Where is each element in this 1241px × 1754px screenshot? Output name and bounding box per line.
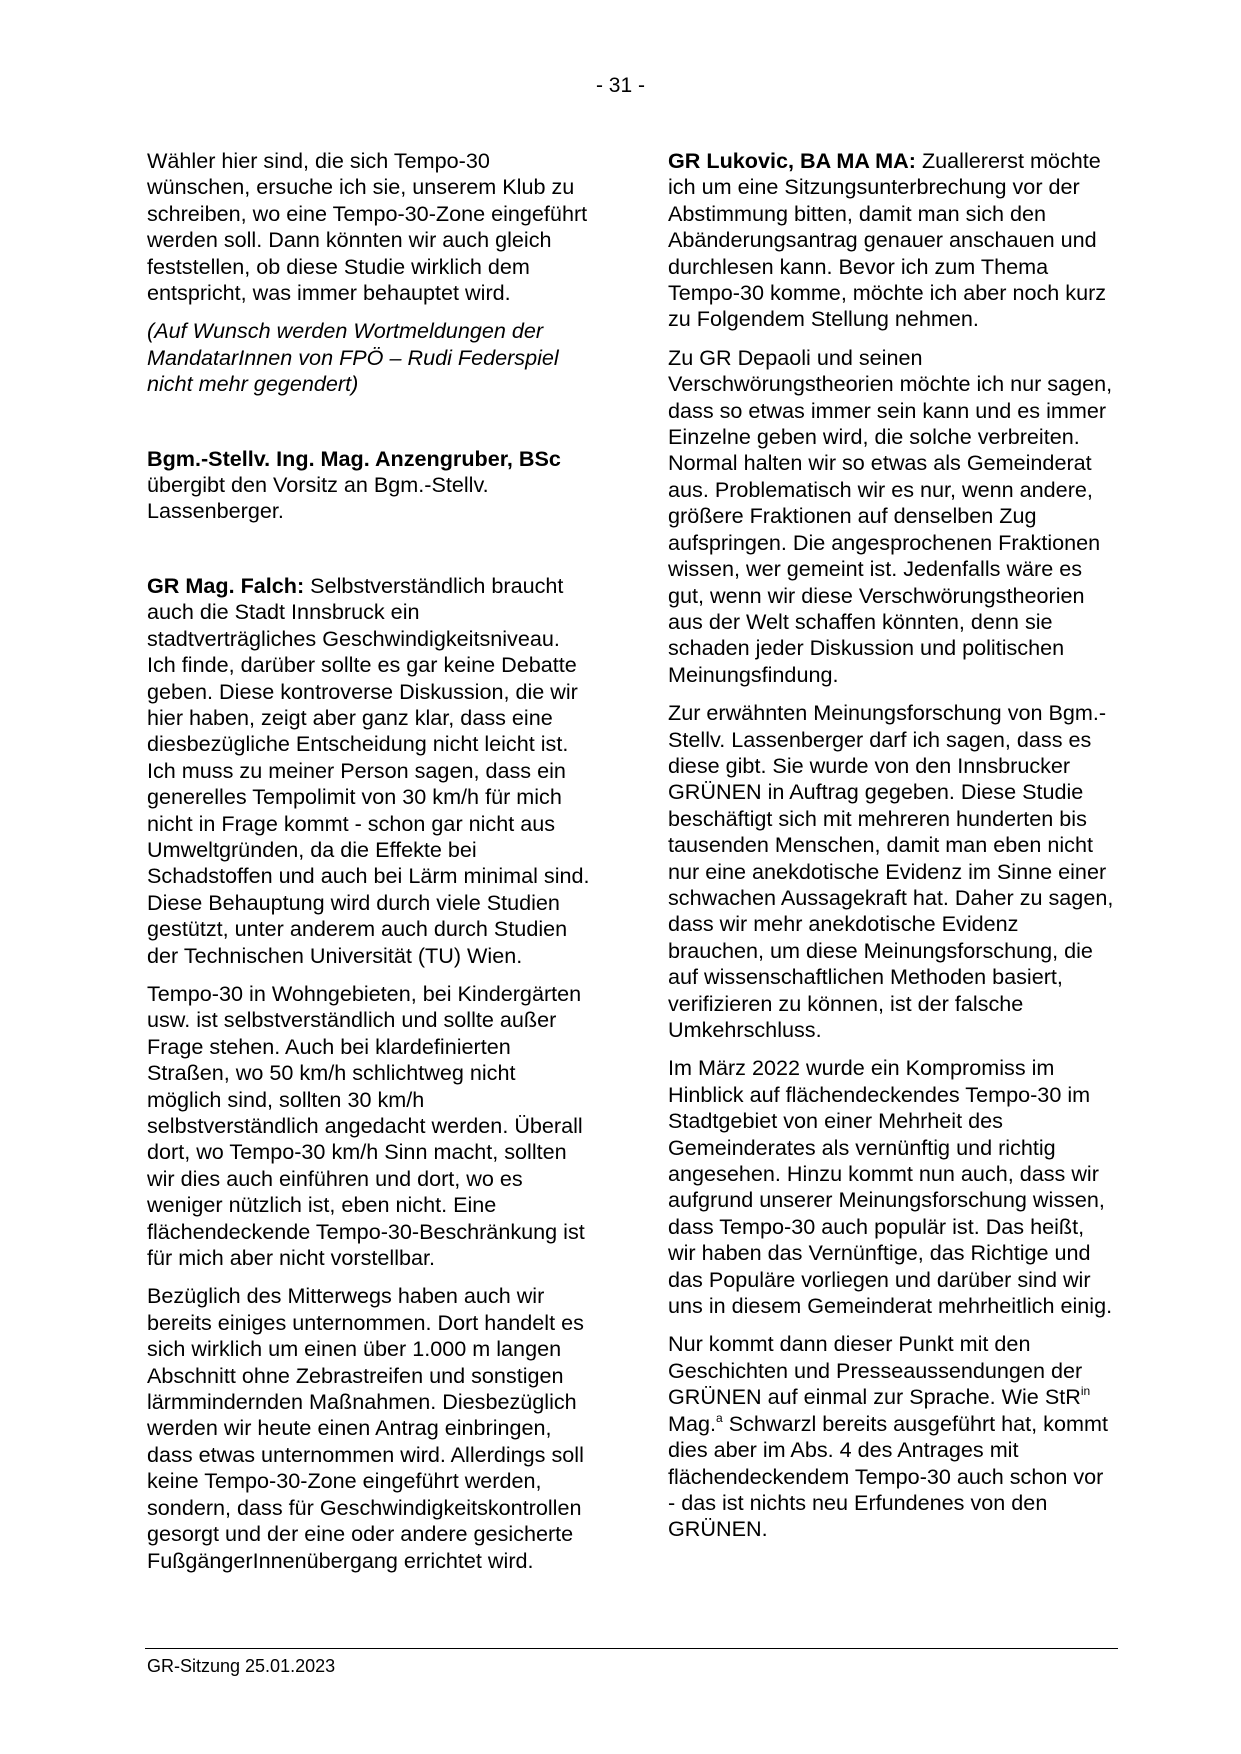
speech-text: Nur kommt dann dieser Punkt mit den Geschichten und Presseaussendungen der GRÜNEN auf einmal zur Sprache. Wie StR [668, 1331, 1083, 1410]
footer-session-date: GR-Sitzung 25.01.2023 [147, 1656, 336, 1676]
left-column [147, 148, 593, 1586]
chair-handover-text: übergibt den Vorsitz an Bgm.-Stellv. Lassenberger. [147, 472, 489, 524]
speech-text: Selbstverständlich braucht auch die Stadt Innsbruck ein stadtverträgliches Geschwindigkeitsniveau. Ich finde, darüber sollte es gar keine Debatte geben. Diese kontroverse Diskussion, die wir hier haben, zeigt aber ganz klar, dass eine diesbezügliche Entscheidung nicht leicht ist. Ich muss zu meiner Person sagen, dass ein generelles Tempolimit von 30 km/h für mich nicht in Frage kommt - schon gar nicht aus Umweltgründen, da die Effekte bei Schadstoffen und auch bei Lärm minimal sind. Diese Behauptung wird durch viele Studien gestützt, unter anderem auch durch Studien der Technischen Universität (TU) Wien. [147, 572, 590, 968]
speech-text: Zuallererst möchte ich um eine Sitzungsunterbrechung vor der Abstimmung bitten, damit man sich den Abänderungsantrag genauer anschauen und durchlesen kann. Bevor ich zum Thema Tempo-30 komme, möchte ich aber noch kurz zu Folgendem Stellung nehmen. [668, 148, 1107, 332]
superscript: in [1080, 1384, 1091, 1399]
paragraph-continuation: Wähler hier sind, die sich Tempo-30 wünschen, ersuche ich sie, unserem Klub zu schreiben, wo eine Tempo-30-Zone eingeführt werden soll. Dann könnten wir auch gleich feststellen, ob diese Studie wirklich dem entspricht, was immer behauptet wird. [147, 148, 588, 306]
speech-paragraph: Zur erwähnten Meinungsforschung von Bgm.-Stellv. Lassenberger darf ich sagen, dass es diese gibt. Sie wurde von den Innsbrucker GRÜNEN in Auftrag gegeben. Diese Studie beschäftigt sich mit mehreren hunderten bis tausenden Menschen, damit man eben nicht nur eine anekdotische Evidenz im Sinne einer schwachen Aussagekraft hat. Daher zu sagen, dass wir mehr anekdotische Evidenz brauchen, um diese Meinungsforschung, die auf wissenschaftlichen Methoden basiert, verifizieren zu können, ist der falsche Umkehrschluss. [668, 700, 1114, 1042]
right-column [668, 148, 1114, 1555]
superscript: a [716, 1410, 723, 1425]
footer-divider [145, 1648, 1118, 1649]
speech-text: Mag. [668, 1410, 717, 1436]
speech-paragraph: Tempo-30 in Wohngebieten, bei Kindergärten usw. ist selbstverständlich und sollte außer Frage stehen. Auch bei klardefinierten Straßen, wo 50 km/h schlichtweg nicht möglich sind, sollten 30 km/h selbstverständlich angedacht werden. Überall dort, wo Tempo-30 km/h Sinn macht, sollten wir dies auch einführen und dort, wo es weniger nützlich ist, eben nicht. Eine flächendeckende Tempo-30-Beschränkung ist für mich aber nicht vorstellbar. [147, 980, 585, 1271]
chair-handover [147, 446, 593, 525]
speech-paragraph [668, 1331, 1114, 1542]
page-number: - 31 - [595, 74, 645, 97]
speech-paragraph [668, 148, 1114, 333]
speech-text: Schwarzl bereits ausgeführt hat, kommt dies aber im Abs. 4 des Antrages mit flächendeckendem Tempo-30 auch schon vor - das ist nichts neu Erfundenes von den GRÜNEN. [668, 1410, 1108, 1542]
speech-paragraph [147, 573, 593, 969]
speaker-name: GR Mag. Falch: [147, 572, 305, 598]
speech-paragraph: Im März 2022 wurde ein Kompromiss im Hinblick auf flächendeckendes Tempo-30 im Stadtgebiet von einer Mehrheit des Gemeinderates als vernünftig und richtig angesehen. Hinzu kommt nun auch, dass wir aufgrund unserer Meinungsforschung wissen, dass Tempo-30 auch populär ist. Das heißt, wir haben das Vernünftige, das Richtige und das Populäre vorliegen und darüber sind wir uns in diesem Gemeinderat mehrheitlich einig. [668, 1055, 1113, 1319]
speaker-name: Bgm.-Stellv. Ing. Mag. Anzengruber, BSc [147, 445, 561, 471]
speaker-name: GR Lukovic, BA MA MA: [668, 148, 916, 173]
speech-paragraph: Zu GR Depaoli und seinen Verschwörungstheorien möchte ich nur sagen, dass so etwas immer sein kann und es immer Einzelne geben wird, die solche verbreiten. Normal halten wir so etwas als Gemeinderat aus. Problematisch wir es nur, wenn andere, größere Fraktionen auf denselben Zug aufspringen. Die angesprochenen Fraktionen wissen, wer gemeint ist. Jedenfalls wäre es gut, wenn wir diese Verschwörungstheorien aus der Welt schaffen könnten, denn sie schaden jeder Diskussion und politischen Meinungsfindung. [668, 344, 1113, 687]
speech-paragraph: Bezüglich des Mitterwegs haben auch wir bereits einiges unternommen. Dort handelt es sich wirklich um einen über 1.000 m langen Abschnitt ohne Zebrastreifen und sonstigen lärmmindernden Maßnahmen. Diesbezüglich werden wir heute einen Antrag einbringen, dass etwas unternommen wird. Allerdings soll keine Tempo-30-Zone eingeführt werden, sondern, dass für Geschwindigkeitskontrollen gesorgt und der eine oder andere gesicherte FußgängerInnenübergang errichtet wird. [147, 1283, 584, 1573]
gender-note: (Auf Wunsch werden Wortmeldungen der MandatarInnen von FPÖ – Rudi Federspiel nicht mehr gegendert) [147, 318, 559, 397]
